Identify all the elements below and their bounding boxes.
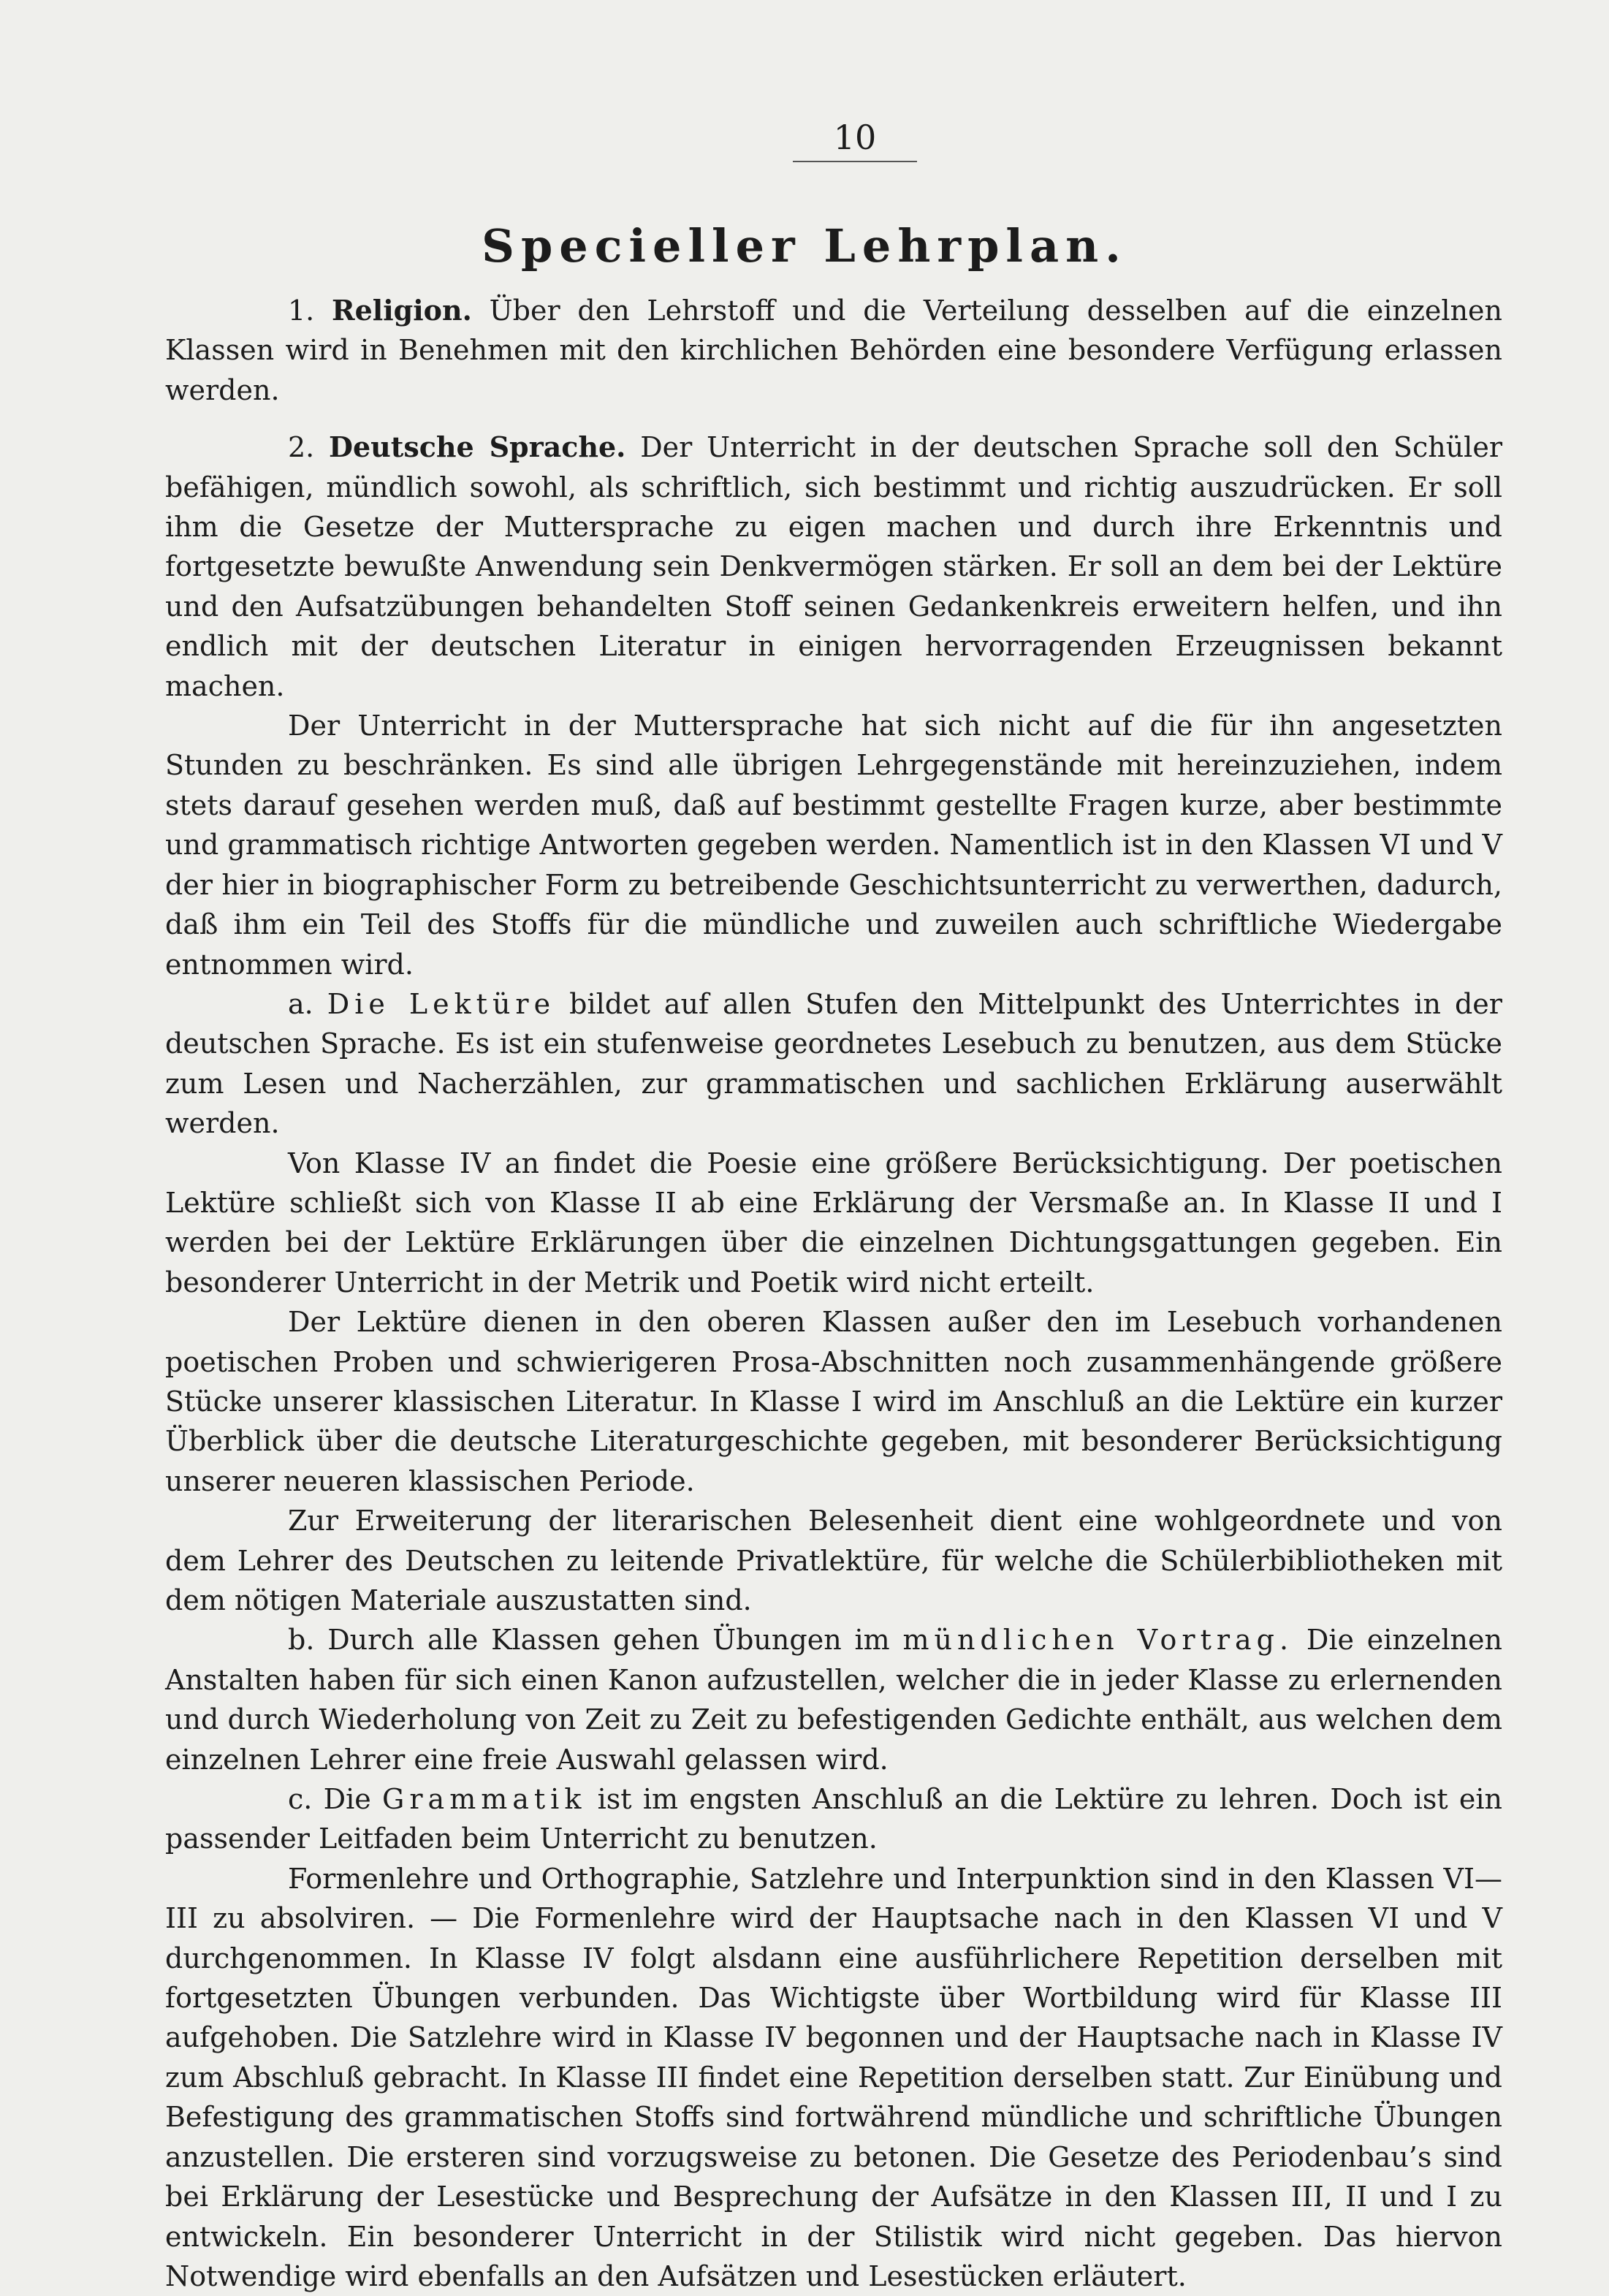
spaced-term: Die Lektüre [327, 987, 556, 1020]
paragraph-c-grammatik [165, 1779, 1502, 1859]
document-body [165, 291, 1502, 2296]
spaced-term: Grammatik [382, 1783, 587, 1816]
paragraph-b-vortrag [165, 1620, 1502, 1779]
spaced-term: mündlichen Vortrag. [902, 1624, 1294, 1657]
item-letter: a. [288, 987, 313, 1020]
section-number: 1. [288, 294, 315, 327]
paragraph-text: ist im engsten Anschluß an die Lektüre zu lehren. Doch ist ein passender Leitfaden beim Unterricht zu benutzen. [165, 1783, 1502, 1855]
item-letter: c. [288, 1783, 313, 1816]
paragraph-text: Die einzelnen Anstalten haben für sich einen Kanon aufzustellen, welcher die in jeder Klasse zu erlernenden und durch Wiederholung von Zeit zu Zeit zu befestigenden Gedichte enthält, aus welchen dem einzelnen Lehrer eine freie Auswahl gelassen wird. [165, 1624, 1502, 1776]
item-letter: b. [288, 1624, 315, 1657]
paragraph-text: Die [323, 1783, 371, 1816]
section-heading-religion: Religion. [332, 294, 472, 327]
page-number: 10 [833, 118, 877, 157]
paragraph-muttersprache: Der Unterricht in der Muttersprache hat sich nicht auf die für ihn angesetzten Stunden zu beschränken. Es sind alle übrigen Lehrgegenstände mit hereinzuziehen, indem stets darauf gesehen werden muß, daß auf bestimmt gestellte Fragen kurze, aber bestimmte und grammatisch richtige Antworten gegeben werden. Namentlich ist in den Klassen VI und V der hier in biographischer Form zu betreibende Geschichtsunterricht zu verwerthen, dadurch, daß ihm ein Teil des Stoffs für die mündliche und zuweilen auch schriftliche Wiedergabe entnommen wird. [165, 710, 1502, 981]
paragraph-text: Durch alle Klassen gehen Übungen im [327, 1624, 890, 1657]
paragraph-privatlektuere: Zur Erweiterung der literarischen Belesenheit dient eine wohlgeordnete und von dem Lehrer des Deutschen zu leitende Privatlektüre, für welche die Schülerbibliotheken mit dem nötigen Materiale auszustatten sind. [165, 1505, 1502, 1616]
page-number-rule [793, 161, 917, 162]
paragraph-text: Über den Lehrstoff und die Verteilung desselben auf die einzelnen Klassen wird in Benehmen mit den kirchlichen Behörden eine besondere Verfügung erlassen werden. [165, 294, 1502, 406]
paragraph-religion [165, 291, 1502, 410]
section-number: 2. [288, 431, 315, 464]
paragraph-obere-klassen: Der Lektüre dienen in den oberen Klassen außer den im Lesebuch vorhandenen poetischen Proben und schwierigeren Prosa-Abschnitten noch zusammenhängende größere Stücke unserer klassischen Literatur. In Klasse I wird im Anschluß an die Lektüre ein kurzer Überblick über die deutsche Literaturgeschichte gegeben, mit besonderer Berücksichtigung unserer neueren klassischen Periode. [165, 1306, 1502, 1497]
paragraph-text: bildet auf allen Stufen den Mittelpunkt des Unterrichtes in der deutschen Sprache. Es ist ein stufenweise geordnetes Lesebuch zu benutzen, aus dem Stücke zum Lesen und Nacherzählen, zur grammatischen und sachlichen Erklärung auserwählt werden. [165, 987, 1502, 1140]
section-heading-deutsch: Deutsche Sprache. [329, 430, 626, 464]
paragraph-text: Der Unterricht in der deutschen Sprache soll den Schüler befähigen, mündlich sowohl, als schriftlich, sich bestimmt und richtig auszudrücken. Er soll ihm die Gesetze der Muttersprache zu eigen machen und durch ihre Erkenntnis und fortgesetzte bewußte Anwendung sein Denkvermögen stärken. Er soll an dem bei der Lektüre und den Aufsatzübungen behandelten Stoff seinen Gedankenkreis erweitern helfen, und ihn endlich mit der deutschen Literatur in einigen hervorragenden Erzeugnissen bekannt machen. [165, 431, 1502, 702]
page-title: Specieller Lehrplan. [482, 219, 1127, 273]
paragraph-a-lektuere [165, 984, 1502, 1144]
paragraph-poesie: Von Klasse IV an findet die Poesie eine größere Berücksichtigung. Der poetischen Lektüre schließt sich von Klasse II ab eine Erklärung der Versmaße an. In Klasse II und I werden bei der Lektüre Erklärungen über die einzelnen Dichtungsgattungen gegeben. Ein besonderer Unterricht in der Metrik und Poetik wird nicht erteilt. [165, 1147, 1502, 1299]
paragraph-formenlehre: Formenlehre und Orthographie, Satzlehre und Interpunktion sind in den Klassen VI—III zu absolviren. — Die Formenlehre wird der Hauptsache nach in den Klassen VI und V durchgenommen. In Klasse IV folgt alsdann eine ausführlichere Repetition derselben mit fortgesetzten Übungen verbunden. Das Wichtigste über Wortbildung wird für Klasse III aufgehoben. Die Satzlehre wird in Klasse IV begonnen und der Hauptsache nach in Klasse IV zum Abschluß gebracht. In Klasse III findet eine Repetition derselben statt. Zur Einübung und Befestigung des grammatischen Stoffs sind fortwährend mündliche und schriftliche Übungen anzustellen. Die ersteren sind vorzugsweise zu betonen. Die Gesetze des Periodenbau’s sind bei Erklärung der Lesestücke und Besprechung der Aufsätze in den Klassen III, II und I zu entwickeln. Ein besonderer Unterricht in der Stilistik wird nicht gegeben. Das hiervon Notwendige wird ebenfalls an den Aufsätzen und Lesestücken erläutert. [165, 1862, 1502, 2292]
paragraph-deutsch-intro [165, 427, 1502, 706]
